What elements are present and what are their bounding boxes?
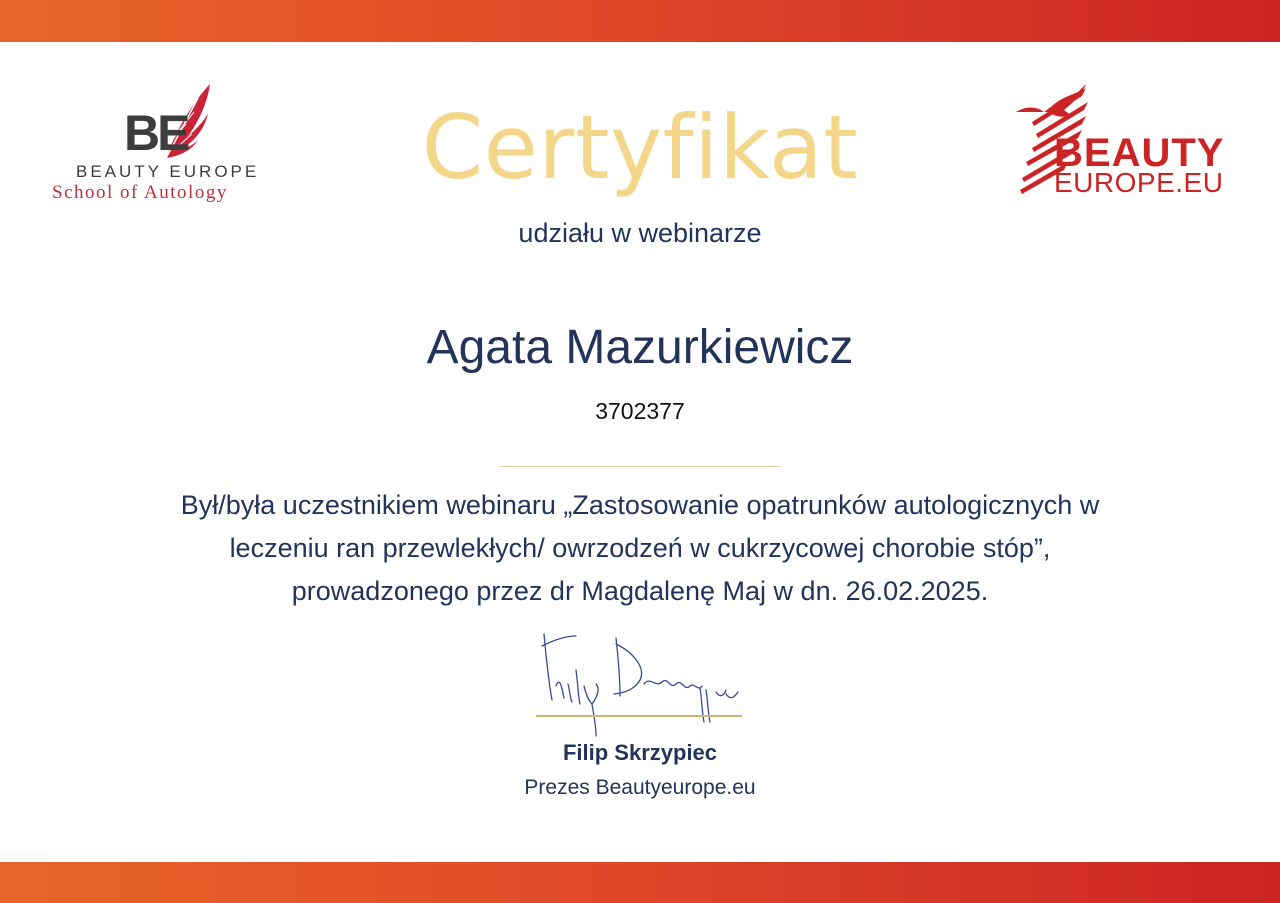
logo-brand: BEAUTY EUROPE (76, 162, 260, 181)
bottom-accent-bar (0, 862, 1280, 903)
divider-line (500, 466, 780, 467)
logo-line1: BEAUTY (1054, 131, 1225, 175)
certificate-number: 3702377 (595, 398, 685, 424)
logo-tagline: School of Autology (52, 182, 228, 203)
handwritten-signature (530, 626, 750, 738)
signatory-role: Prezes Beautyeurope.eu (524, 776, 756, 799)
top-accent-bar (0, 0, 1280, 42)
certificate-description: Był/była uczestnikiem webinaru „Zastosowanie opatrunków autologicznych w leczeniu ran przewlekłych/ owrzodzeń w cukrzycowej chorobie stóp”, prowadzonego przez dr Magdalenę Maj w dn. 26.02.2025. (180, 490, 1100, 606)
certificate-subtitle: udziału w webinarze (518, 218, 762, 248)
logo-monogram: BE (124, 105, 188, 161)
logo-line2: EUROPE.EU (1054, 167, 1224, 197)
recipient-name: Agata Mazurkiewicz (426, 321, 854, 374)
signatory-name: Filip Skrzypiec (562, 740, 718, 765)
certificate-title: Certyfikat (421, 96, 859, 199)
